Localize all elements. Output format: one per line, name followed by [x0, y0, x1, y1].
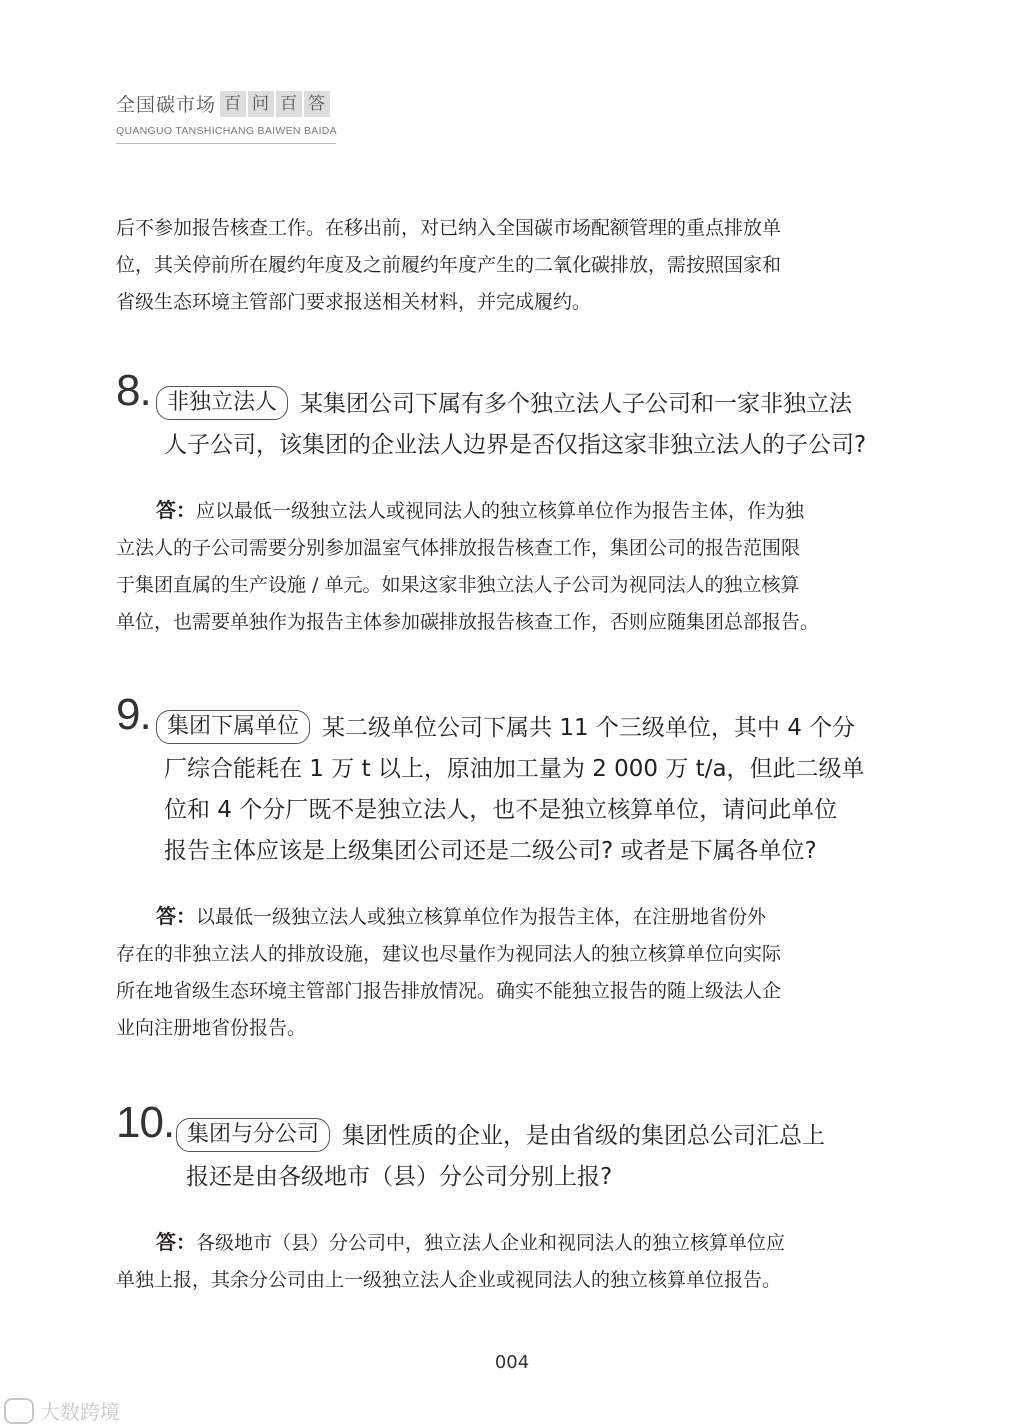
text-line [116, 1224, 886, 1262]
book-title [116, 90, 337, 117]
watermark-logo-icon [4, 1398, 34, 1424]
title-box: 答 [304, 91, 330, 117]
question-tag: 非独立法人 [156, 386, 288, 420]
title-box: 百 [220, 91, 246, 117]
text-line: 所在地省级生态环境主管部门报告排放情况。确实不能独立报告的随上级法人企 [116, 980, 782, 1002]
answer-text: 各级地市（县）分公司中，独立法人企业和视同法人的独立核算单位应 [196, 1232, 786, 1254]
text-line [116, 898, 886, 936]
text-line: 立法人的子公司需要分别参加温室气体排放报告核查工作，集团公司的报告范围限 [116, 537, 801, 559]
question-tag: 集团下属单位 [156, 710, 310, 744]
answer-9 [116, 898, 886, 1047]
text-line: 后不参加报告核查工作。在移出前，对已纳入全国碳市场配额管理的重点排放单 [116, 217, 782, 239]
page-number: 004 [494, 1352, 530, 1373]
question-10 [116, 1098, 886, 1198]
text-line: 单独上报，其余分公司由上一级独立法人企业或视同法人的独立核算单位报告。 [116, 1269, 782, 1291]
text-line: 单位，也需要单独作为报告主体参加碳排放报告核查工作，否则应随集团总部报告。 [116, 611, 820, 633]
question-tag: 集团与分公司 [176, 1118, 330, 1152]
intro-paragraph [116, 210, 886, 321]
question-9 [116, 690, 886, 872]
answer-text: 应以最低一级独立法人或视同法人的独立核算单位作为报告主体，作为独 [196, 500, 805, 522]
question-number: 9. [116, 690, 151, 739]
title-box: 百 [276, 91, 302, 117]
running-header [116, 90, 337, 144]
book-title-main: 全国碳市场 [116, 94, 217, 116]
question-number: 8. [116, 366, 151, 415]
header-divider [116, 143, 336, 144]
text-line: 业向注册地省份报告。 [116, 1017, 307, 1039]
question-line [116, 708, 886, 749]
question-line: 位和 4 个分厂既不是独立法人，也不是独立核算单位，请问此单位 [164, 797, 838, 823]
text-line: 省级生态环境主管部门要求报送相关材料，并完成履约。 [116, 291, 592, 313]
text-line [116, 492, 886, 530]
question-text: 集团性质的企业，是由省级的集团总公司汇总上 [342, 1123, 826, 1149]
watermark [4, 1396, 120, 1425]
answer-10 [116, 1224, 886, 1299]
question-text: 某二级单位公司下属共 11 个三级单位，其中 4 个分 [322, 715, 856, 741]
question-line: 厂综合能耗在 1 万 t 以上，原油加工量为 2 000 万 t/a，但此二级单 [164, 756, 865, 782]
book-title-boxes [218, 91, 330, 117]
question-8 [116, 366, 886, 466]
text-line: 位，其关停前所在履约年度及之前履约年度产生的二氧化碳排放，需按照国家和 [116, 254, 782, 276]
question-number: 10. [116, 1098, 175, 1147]
answer-label: 答： [156, 1230, 196, 1254]
answer-label: 答： [156, 904, 196, 928]
text-line: 存在的非独立法人的排放设施，建议也尽量作为视同法人的独立核算单位向实际 [116, 943, 782, 965]
answer-label: 答： [156, 498, 196, 522]
title-box: 问 [248, 91, 274, 117]
question-line [116, 384, 886, 425]
question-line [116, 1116, 886, 1157]
answer-8 [116, 492, 886, 641]
text-line: 于集团直属的生产设施 / 单元。如果这家非独立法人子公司为视同法人的独立核算 [116, 574, 800, 596]
question-text: 某集团公司下属有多个独立法人子公司和一家非独立法 [300, 391, 853, 417]
question-line: 报还是由各级地市（县）分公司分别上报? [186, 1164, 613, 1190]
question-line: 报告主体应该是上级集团公司还是二级公司? 或者是下属各单位? [164, 838, 817, 864]
question-line: 人子公司，该集团的企业法人边界是否仅指这家非独立法人的子公司? [164, 432, 867, 458]
watermark-text: 大数跨境 [40, 1400, 120, 1424]
answer-text: 以最低一级独立法人或独立核算单位作为报告主体，在注册地省份外 [196, 906, 767, 928]
book-subtitle: QUANGUO TANSHICHANG BAIWEN BAIDA [116, 125, 337, 137]
